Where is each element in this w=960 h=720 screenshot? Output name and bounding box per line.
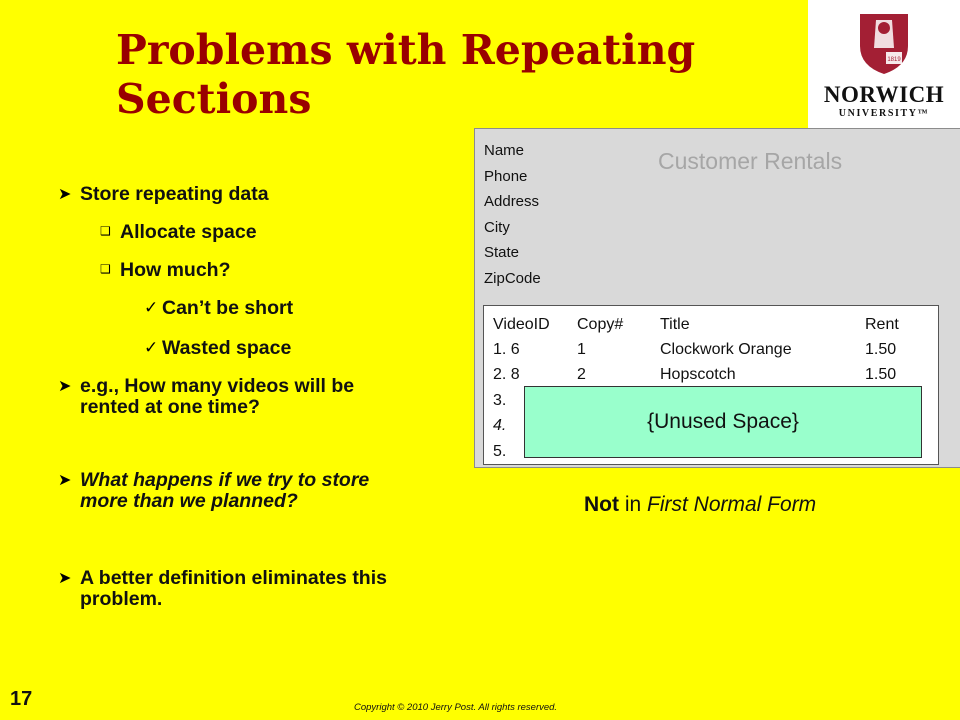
table-cell: 5.	[493, 443, 507, 460]
arrow-bullet-icon: ➤	[58, 186, 72, 203]
bullet-item: A better definition eliminates this problem.	[80, 567, 387, 610]
form-field-list	[484, 138, 541, 291]
column-header: Title	[660, 316, 690, 333]
slide-number: 17	[10, 688, 33, 710]
field-label: City	[484, 218, 510, 236]
arrow-bullet-icon: ➤	[58, 378, 72, 395]
rentals-table	[483, 305, 939, 465]
shield-icon	[856, 8, 912, 78]
form-title: Customer Rentals	[658, 148, 843, 174]
table-cell: Hopscotch	[660, 366, 736, 383]
table-cell: 4.	[493, 417, 507, 434]
slide-title: Problems with Repeating Sections	[116, 26, 696, 123]
caption: Not in First Normal Form	[584, 493, 817, 516]
bullet-item: Wasted space	[162, 337, 292, 359]
column-header: Rent	[865, 316, 899, 333]
column-header: VideoID	[493, 316, 550, 333]
customer-rentals-form	[474, 128, 960, 468]
logo-subtitle: UNIVERSITY™	[838, 108, 930, 119]
logo-name: NORWICH	[823, 82, 945, 107]
unused-space-box: {Unused Space}	[524, 386, 922, 458]
table-cell: 3.	[493, 392, 507, 409]
bullet-item: Can’t be short	[162, 297, 294, 319]
field-label: Phone	[484, 167, 528, 185]
bullet-item: How much?	[120, 259, 231, 281]
svg-text:1819: 1819	[887, 57, 901, 63]
column-header: Copy#	[577, 316, 624, 333]
copyright: Copyright © 2010 Jerry Post. All rights reserved.	[354, 702, 558, 713]
bullet-item: e.g., How many videos will be rented at one time?	[80, 375, 355, 418]
table-cell: 1. 6	[493, 341, 520, 358]
table-cell: 1.50	[865, 366, 897, 383]
bullet-item: What happens if we try to store more than we planned?	[80, 469, 370, 512]
university-logo	[808, 0, 960, 130]
field-label: Address	[484, 193, 540, 210]
arrow-bullet-icon: ➤	[58, 570, 72, 587]
square-bullet-icon: ❑	[100, 262, 111, 276]
table-cell: Clockwork Orange	[660, 341, 792, 358]
table-cell: 2	[577, 366, 586, 383]
arrow-bullet-icon: ➤	[58, 472, 72, 489]
table-cell: 1	[577, 341, 586, 358]
field-label: ZipCode	[484, 269, 541, 287]
table-cell: 2. 8	[493, 366, 520, 383]
bullet-item: Store repeating data	[80, 183, 269, 205]
field-label: State	[484, 244, 520, 261]
table-cell: 1.50	[865, 341, 897, 358]
bullet-item: Allocate space	[120, 221, 257, 243]
check-icon: ✓	[144, 338, 159, 357]
square-bullet-icon: ❑	[100, 224, 111, 238]
check-icon: ✓	[144, 298, 159, 317]
field-label: Name	[484, 142, 525, 159]
